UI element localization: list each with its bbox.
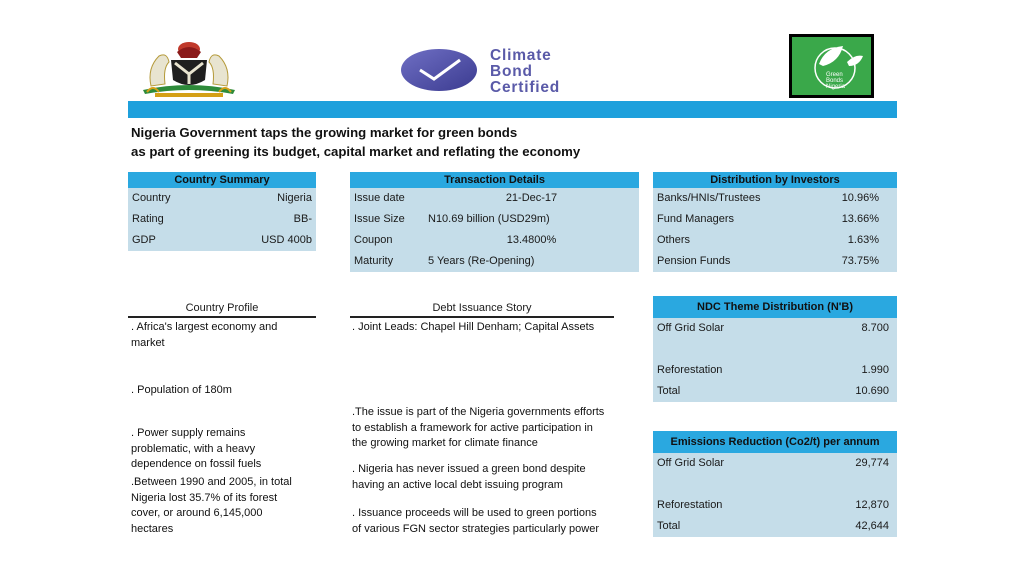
profile-p4-line-1: .Between 1990 and 2005, in total [131, 476, 292, 488]
debt-issuance-story-title: Debt Issuance Story [432, 302, 532, 314]
row-label: Total [657, 385, 681, 397]
table-row [350, 251, 639, 272]
row-value: 10.96% [841, 192, 879, 204]
row-value [823, 474, 893, 495]
profile-p4-line-4: hectares [131, 522, 174, 535]
row-value [823, 339, 893, 360]
table-row [653, 209, 897, 230]
story-paragraph-3 [352, 462, 586, 493]
row-label: Issue Size [354, 213, 405, 225]
header-blue-bar [128, 101, 897, 118]
row-value: USD 400b [261, 234, 312, 246]
ndc-title: NDC Theme Distribution (N'B) [653, 296, 897, 318]
headline [131, 123, 580, 161]
story-p3-line-1: . Nigeria has never issued a green bond despite [352, 463, 586, 475]
table-row [653, 339, 897, 360]
row-label: Reforestation [657, 364, 723, 376]
row-value: 12,870 [855, 499, 889, 511]
emissions-title: Emissions Reduction (Co2/t) per annum [653, 431, 897, 453]
transaction-details-title: Transaction Details [350, 172, 639, 188]
table-row [128, 188, 316, 209]
row-label: Pension Funds [657, 255, 731, 267]
row-value: 42,644 [855, 520, 889, 532]
row-label: Reforestation [657, 499, 723, 511]
table-row [350, 230, 639, 251]
story-paragraph-1: . Joint Leads: Chapel Hill Denham; Capital Assets [352, 321, 595, 333]
table-row [653, 318, 897, 339]
profile-p3-line-1: . Power supply remains [131, 427, 246, 439]
table-row-total [653, 381, 897, 402]
cbc-line-2: Bond [490, 63, 533, 80]
gbn-line-1: Green [826, 72, 843, 78]
row-label: Others [657, 234, 691, 246]
profile-p4-line-3: cover, or around 6,145,000 [131, 507, 263, 519]
climate-bond-certified-logo-text [490, 48, 560, 96]
profile-p1-line-2: market [131, 336, 165, 349]
row-value: 73.75% [841, 255, 879, 267]
story-p2-line-3: the growing market for climate finance [352, 437, 538, 449]
profile-paragraph-3 [131, 426, 261, 473]
row-value: BB- [293, 213, 312, 225]
gbn-line-3: Nigeria [826, 84, 846, 90]
country-summary-table [128, 172, 316, 251]
table-row [128, 230, 316, 251]
row-label: Issue date [354, 192, 405, 204]
profile-p3-line-3: dependence on fossil fuels [131, 458, 262, 470]
row-label: GDP [132, 234, 156, 246]
row-value: 10.690 [855, 385, 889, 397]
profile-p4-line-2: Nigeria lost 35.7% of its forest [131, 491, 278, 504]
green-bonds-nigeria-logo [789, 34, 874, 98]
table-row [653, 474, 897, 495]
story-paragraph-4 [352, 506, 599, 537]
ndc-theme-distribution-table [653, 296, 897, 402]
table-row [653, 230, 897, 251]
story-p2-line-2: to establish a framework for active participation in [352, 421, 593, 434]
transaction-details-table [350, 172, 639, 272]
climate-bond-certified-logo-mark [400, 48, 478, 92]
table-row [350, 209, 639, 230]
table-row-total [653, 516, 897, 537]
profile-p1-line-1: . Africa's largest economy and [131, 321, 278, 333]
profile-paragraph-4 [131, 475, 292, 537]
debt-issuance-story-divider [350, 316, 614, 318]
row-label: Banks/HNIs/Trustees [657, 192, 761, 204]
row-label: Off Grid Solar [657, 457, 725, 469]
country-summary-title: Country Summary [128, 172, 316, 188]
row-label: Off Grid Solar [657, 322, 725, 334]
story-p4-line-1: . Issuance proceeds will be used to green portions [352, 507, 597, 519]
table-row [128, 209, 316, 230]
profile-p3-line-2: problematic, with a heavy [131, 442, 256, 455]
row-label: Rating [132, 213, 164, 225]
country-profile-title: Country Profile [185, 302, 259, 314]
row-label: Total [657, 520, 681, 532]
row-label: Coupon [354, 234, 393, 246]
row-label: Fund Managers [657, 213, 735, 225]
table-row [653, 453, 897, 474]
country-profile-divider [128, 316, 316, 318]
row-value: 13.4800% [506, 234, 557, 246]
row-label: Country [132, 192, 171, 204]
row-value: 21-Dec-17 [505, 192, 558, 204]
profile-paragraph-2: . Population of 180m [131, 384, 232, 396]
cbc-line-3: Certified [490, 79, 561, 96]
row-label [657, 474, 823, 495]
distribution-title: Distribution by Investors [653, 172, 897, 188]
distribution-by-investors-table [653, 172, 897, 272]
row-value: 1.990 [861, 364, 889, 376]
story-p3-line-2: having an active local debt issuing program [352, 478, 563, 491]
table-row [653, 495, 897, 516]
row-value: N10.69 billion (USD29m) [428, 213, 550, 225]
table-row [653, 251, 897, 272]
row-value: Nigeria [277, 192, 312, 204]
green-bonds-nigeria-logo-art [789, 34, 874, 98]
story-p4-line-2: of various FGN sector strategies particularly power [352, 522, 599, 535]
table-row [653, 360, 897, 381]
row-value: 13.66% [841, 213, 879, 225]
row-value: 8.700 [861, 322, 889, 334]
table-row [350, 188, 639, 209]
story-paragraph-2 [352, 405, 604, 452]
headline-line-1: Nigeria Government taps the growing market for green bonds [131, 125, 518, 140]
row-value: 5 Years (Re-Opening) [428, 255, 535, 267]
story-p2-line-1: .The issue is part of the Nigeria governments efforts [352, 406, 605, 418]
row-value: 29,774 [855, 457, 889, 469]
table-row [653, 188, 897, 209]
emissions-reduction-table [653, 431, 897, 537]
row-label [657, 339, 823, 360]
nigeria-coat-of-arms-logo [133, 38, 245, 98]
profile-paragraph-1 [131, 320, 277, 351]
headline-line-2: as part of greening its budget, capital market and reflating the economy [131, 144, 581, 159]
cbc-line-1: Climate [490, 47, 552, 64]
row-value: 1.63% [847, 234, 879, 246]
row-label: Maturity [354, 255, 394, 267]
gbn-line-2: Bonds [826, 78, 844, 84]
